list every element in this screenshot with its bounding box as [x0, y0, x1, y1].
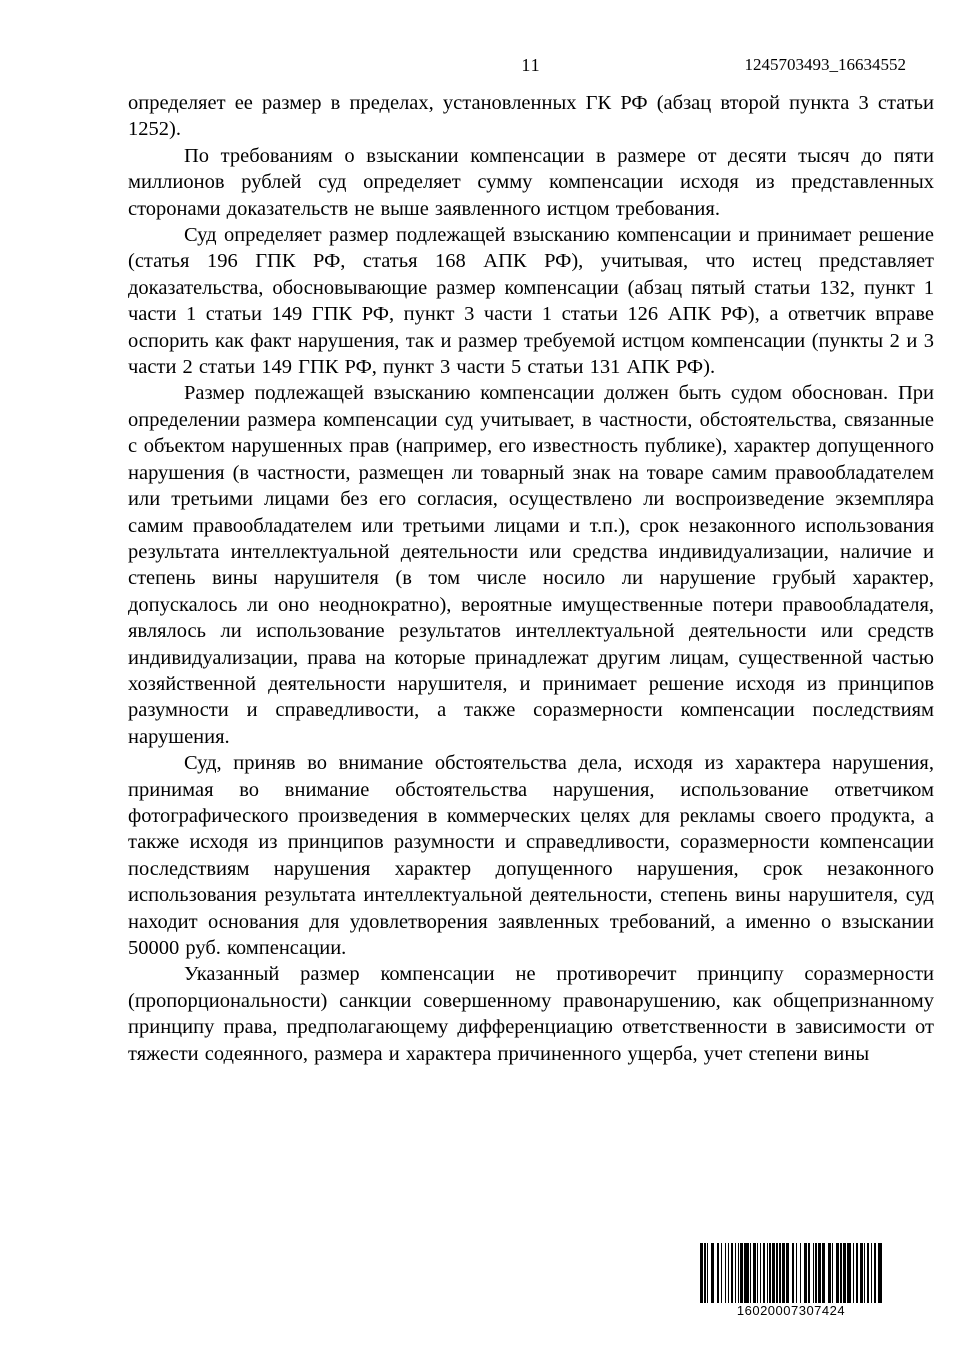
- paragraph: Суд определяет размер подлежащей взысканию компенсации и принимает решение (статья 196 ГПК РФ, статья 168 АПК РФ), учитывая, что истец представляет доказательства, обосновывающие размер компенсации (абзац пятый статьи 132, пункт 1 части 1 статьи 149 ГПК РФ, пункт 3 части 1 статьи 126 АПК РФ), а ответчик вправе оспорить как факт нарушения, так и размер требуемой истцом компенсации (пункты 2 и 3 части 2 статьи 149 ГПК РФ, пункт 3 части 5 статьи 131 АПК РФ).: [128, 224, 934, 379]
- paragraph: По требованиям о взыскании компенсации в размере от десяти тысяч до пяти миллионов рублей суд определяет сумму компенсации исходя из представленных сторонами доказательств не выше заявленного истцом требования.: [128, 144, 934, 220]
- page-number: 11: [521, 55, 541, 75]
- page-header: [128, 52, 934, 78]
- document-id: 1245703493_16634552: [744, 55, 906, 74]
- paragraph: Суд, приняв во внимание обстоятельства дела, исходя из характера нарушения, принимая во внимание обстоятельства нарушения, использование ответчиком фотографического произведения в коммерческих целях для рекламы своего продукта, а также исходя из принципов разумности и справедливости, соразмерности компенсации последствиям нарушения характер допущенного нарушения, срок незаконного использования результата интеллектуальной деятельности, степень вины нарушителя, суд находит основания для удовлетворения заявленных требований, а именно о взыскании 50000 руб. компенсации.: [128, 752, 934, 959]
- document-body: [128, 90, 934, 1067]
- barcode-number: 16020007307424: [736, 1303, 846, 1318]
- paragraph: определяет ее размер в пределах, установленных ГК РФ (абзац второй пункта 3 статьи 1252).: [128, 92, 934, 141]
- barcode-bars-icon: [700, 1243, 882, 1303]
- barcode: [700, 1243, 882, 1318]
- paragraph: Указанный размер компенсации не противоречит принципу соразмерности (пропорциональности) санкции совершенному правонарушению, как общепризнанному принципу права, предполагающему дифференциацию ответственности в зависимости от тяжести содеянного, размера и характера причиненного ущерба, учет степени вины: [128, 963, 934, 1065]
- paragraph: Размер подлежащей взысканию компенсации должен быть судом обоснован. При определении размера компенсации суд учитывает, в частности, обстоятельства, связанные с объектом нарушенных прав (например, его известность публике), характер допущенного нарушения (в частности, размещен ли товарный знак на товаре самим правообладателем или третьими лицами без его согласия, осуществлено ли воспроизведение экземпляра самим правообладателем или третьими лицами и т.п.), срок незаконного использования результата интеллектуальной деятельности или средства индивидуализации, наличие и степень вины нарушителя (в том числе носило ли нарушение грубый характер, допускалось ли оно неоднократно), вероятные имущественные потери правообладателя, являлось ли использование результатов интеллектуальной деятельности или средств индивидуализации, права на которые принадлежат другим лицам, существенной частью хозяйственной деятельности нарушителя, и принимает решение исходя из принципов разумности и справедливости, а также соразмерности компенсации последствиям нарушения.: [128, 382, 934, 748]
